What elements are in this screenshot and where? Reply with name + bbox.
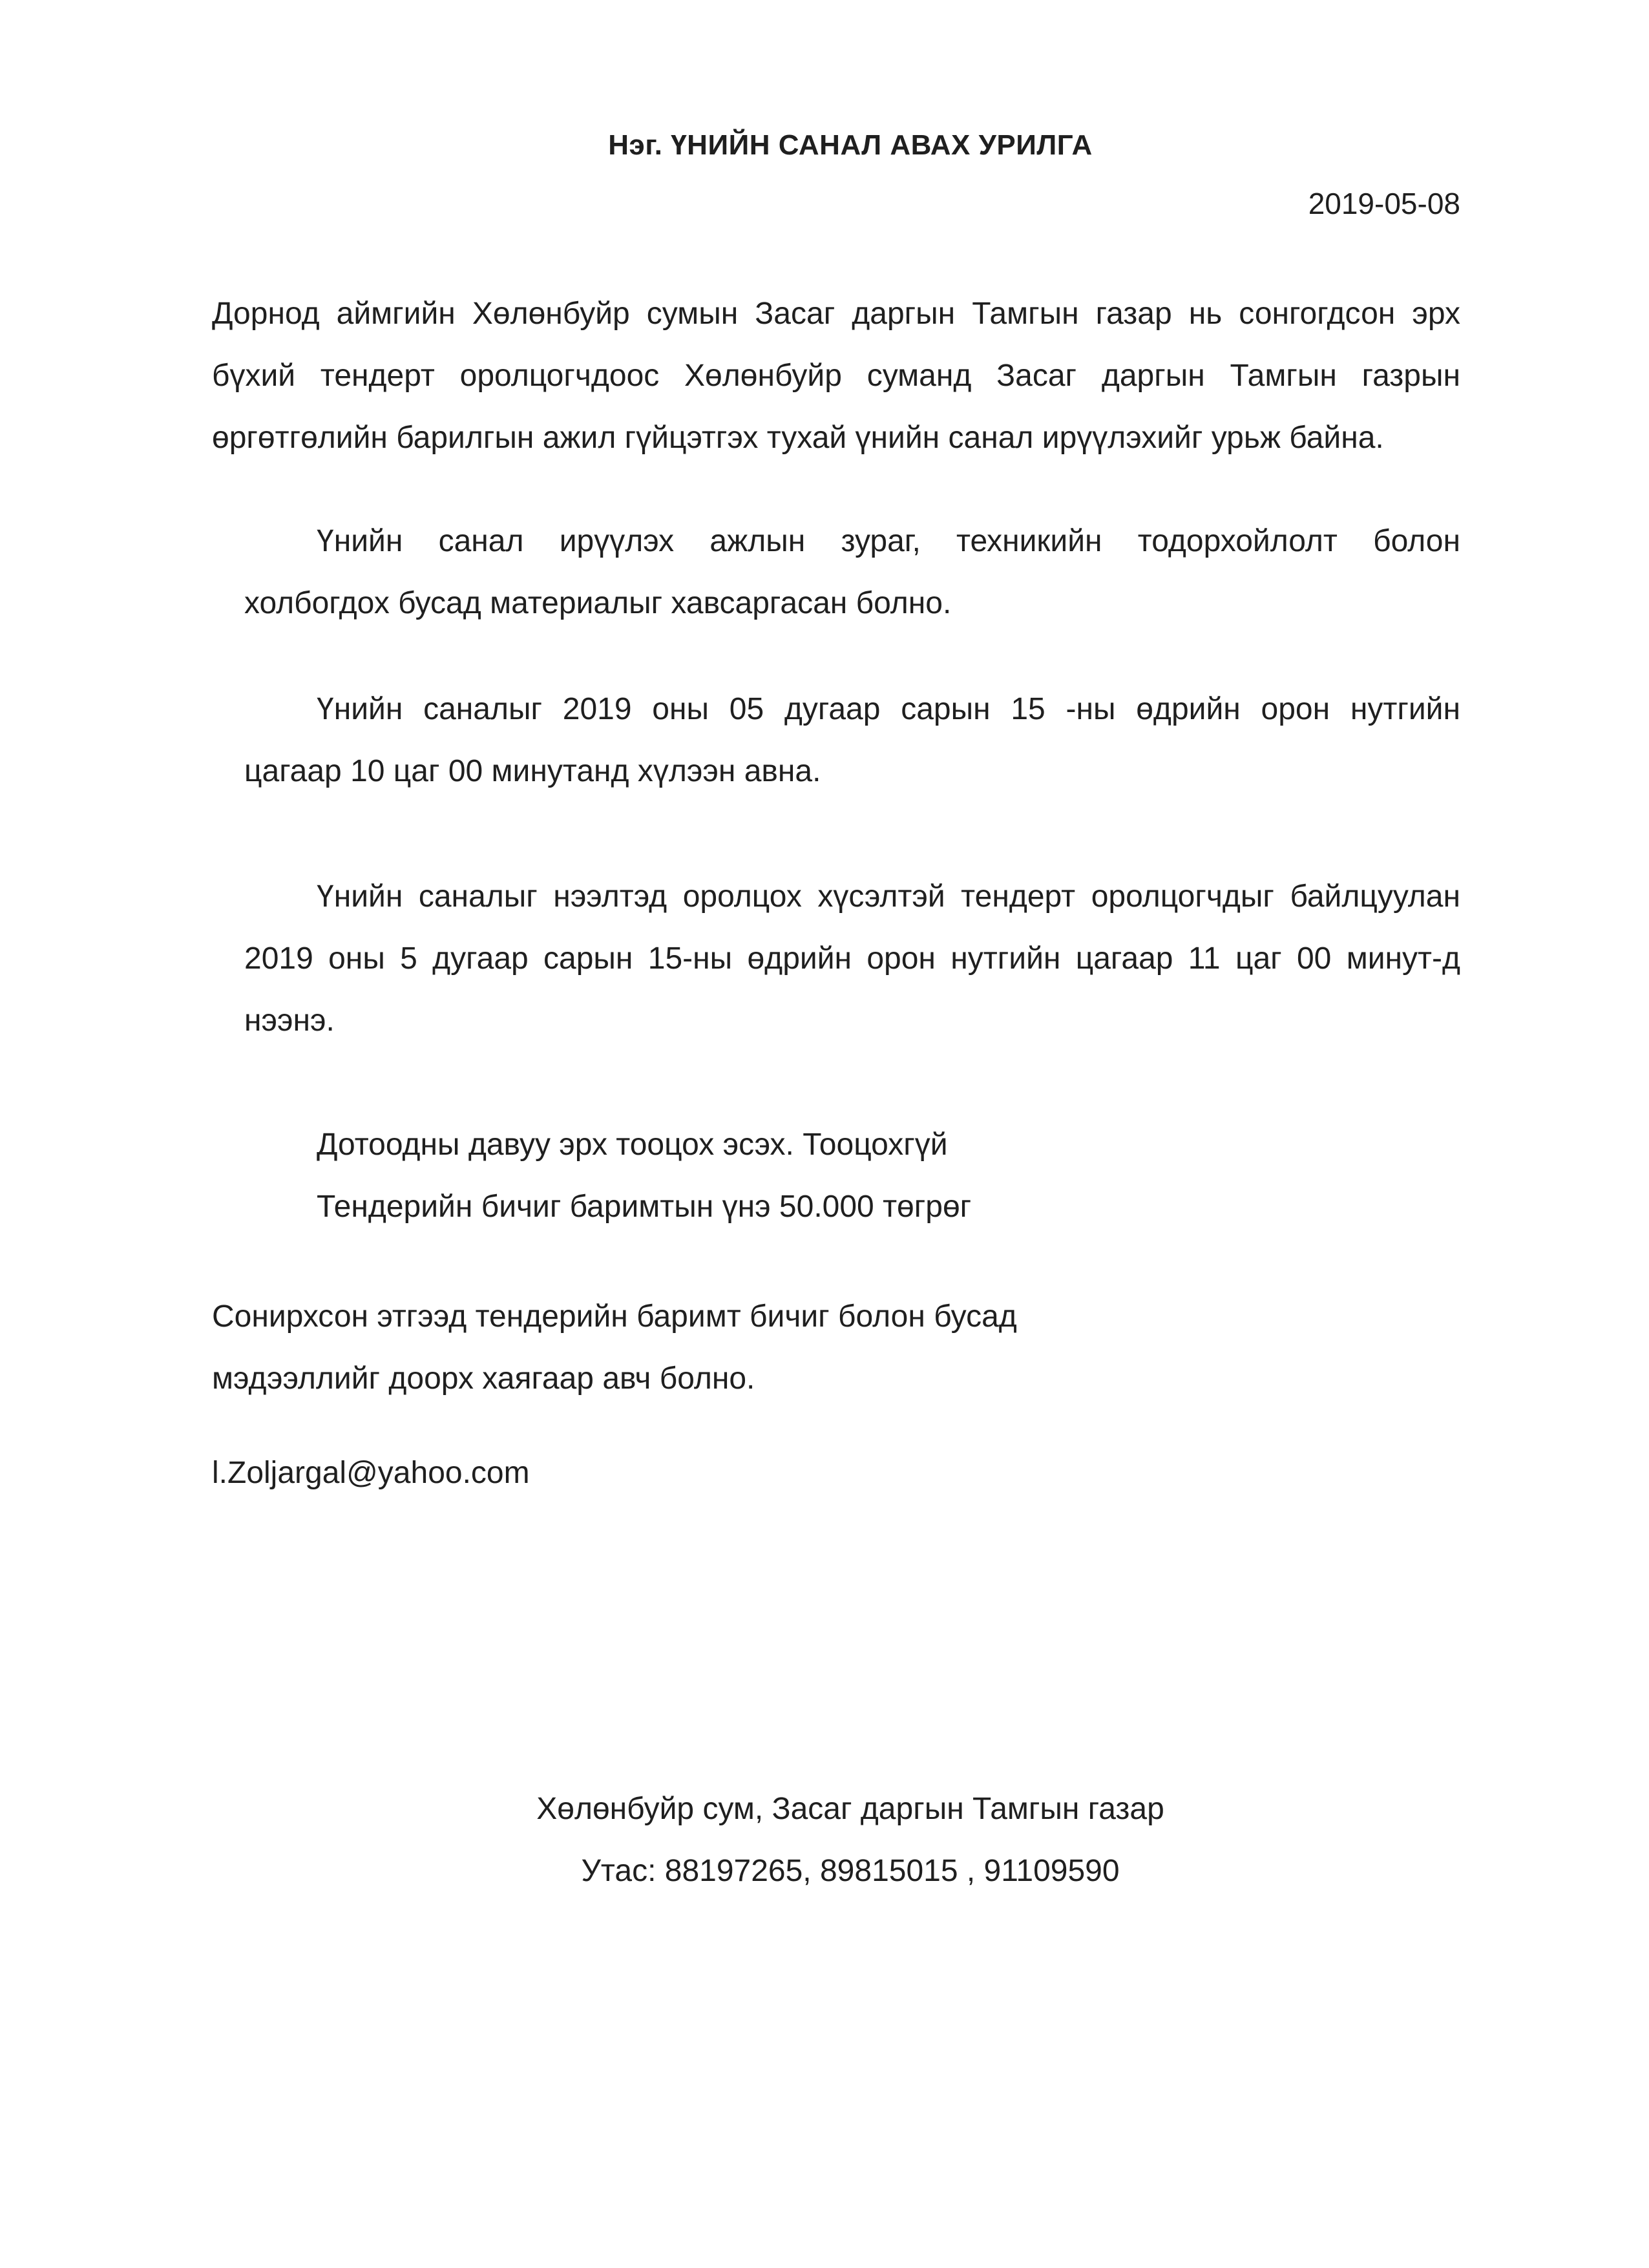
paragraph-line: Дорнод аймгийн Хөлөнбуйр сумын Засаг даргын Тамгын газар нь сонгогдсон эрх (212, 297, 1460, 331)
paragraph-line: Үнийн саналыг нээлтэд оролцох хүсэлтэй тендерт оролцогчдыг байлцуулан (317, 879, 1460, 914)
paragraph-line: 2019 оны 5 дугаар сарын 15-ны өдрийн орон нутгийн цагаар 11 цаг 00 минут-д (244, 941, 1460, 976)
paragraph-materials (244, 510, 1460, 635)
paragraph-line: Үнийн саналыг 2019 оны 05 дугаар сарын 15 -ны өдрийн орон нутгийн (317, 692, 1460, 726)
document-title: Нэг. ҮНИЙН САНАЛ АВАХ УРИЛГА (608, 129, 1093, 161)
footer (0, 1778, 1649, 1902)
contact-line: Сонирхсон этгээд тендерийн баримт бичиг болон бусад (212, 1299, 1017, 1334)
paragraph-opening (244, 866, 1460, 1052)
preference-line: Дотоодны давуу эрх тооцох эсэх. Тооцохгүй (317, 1128, 948, 1162)
footer-organization: Хөлөнбуйр сум, Засаг даргын Тамгын газар (536, 1792, 1164, 1826)
footer-phones: Утас: 88197265, 89815015 , 91109590 (581, 1854, 1120, 1888)
document-date: 2019-05-08 (1308, 187, 1460, 220)
paragraph-contact-info (212, 1286, 1017, 1410)
paragraph-line: цагаар 10 цаг 00 минутанд хүлээн авна. (244, 754, 821, 788)
contact-line: мэдээллийг доорх хаягаар авч болно. (212, 1361, 755, 1396)
paragraph-line: бүхий тендерт оролцогчдоос Хөлөнбуйр суманд Засаг даргын Тамгын газрын (212, 359, 1460, 393)
paragraph-invitation (212, 283, 1460, 469)
paragraph-deadline (244, 678, 1460, 803)
paragraph-preference-and-price (317, 1114, 971, 1238)
paragraph-line: өргөтгөлийн барилгын ажил гүйцэтгэх тухай үнийн санал ирүүлэхийг урьж байна. (212, 421, 1384, 455)
paragraph-line: Үнийн санал ирүүлэх ажлын зураг, техникийн тодорхойлолт болон (317, 524, 1460, 558)
paragraph-line: нээнэ. (244, 1003, 335, 1038)
email-address[interactable]: l.Zoljargal@yahoo.com (212, 1456, 530, 1490)
paragraph-line: холбогдох бусад материалыг хавсаргасан болно. (244, 586, 952, 620)
price-line: Тендерийн бичиг баримтын үнэ 50.000 төгрөг (317, 1190, 972, 1224)
